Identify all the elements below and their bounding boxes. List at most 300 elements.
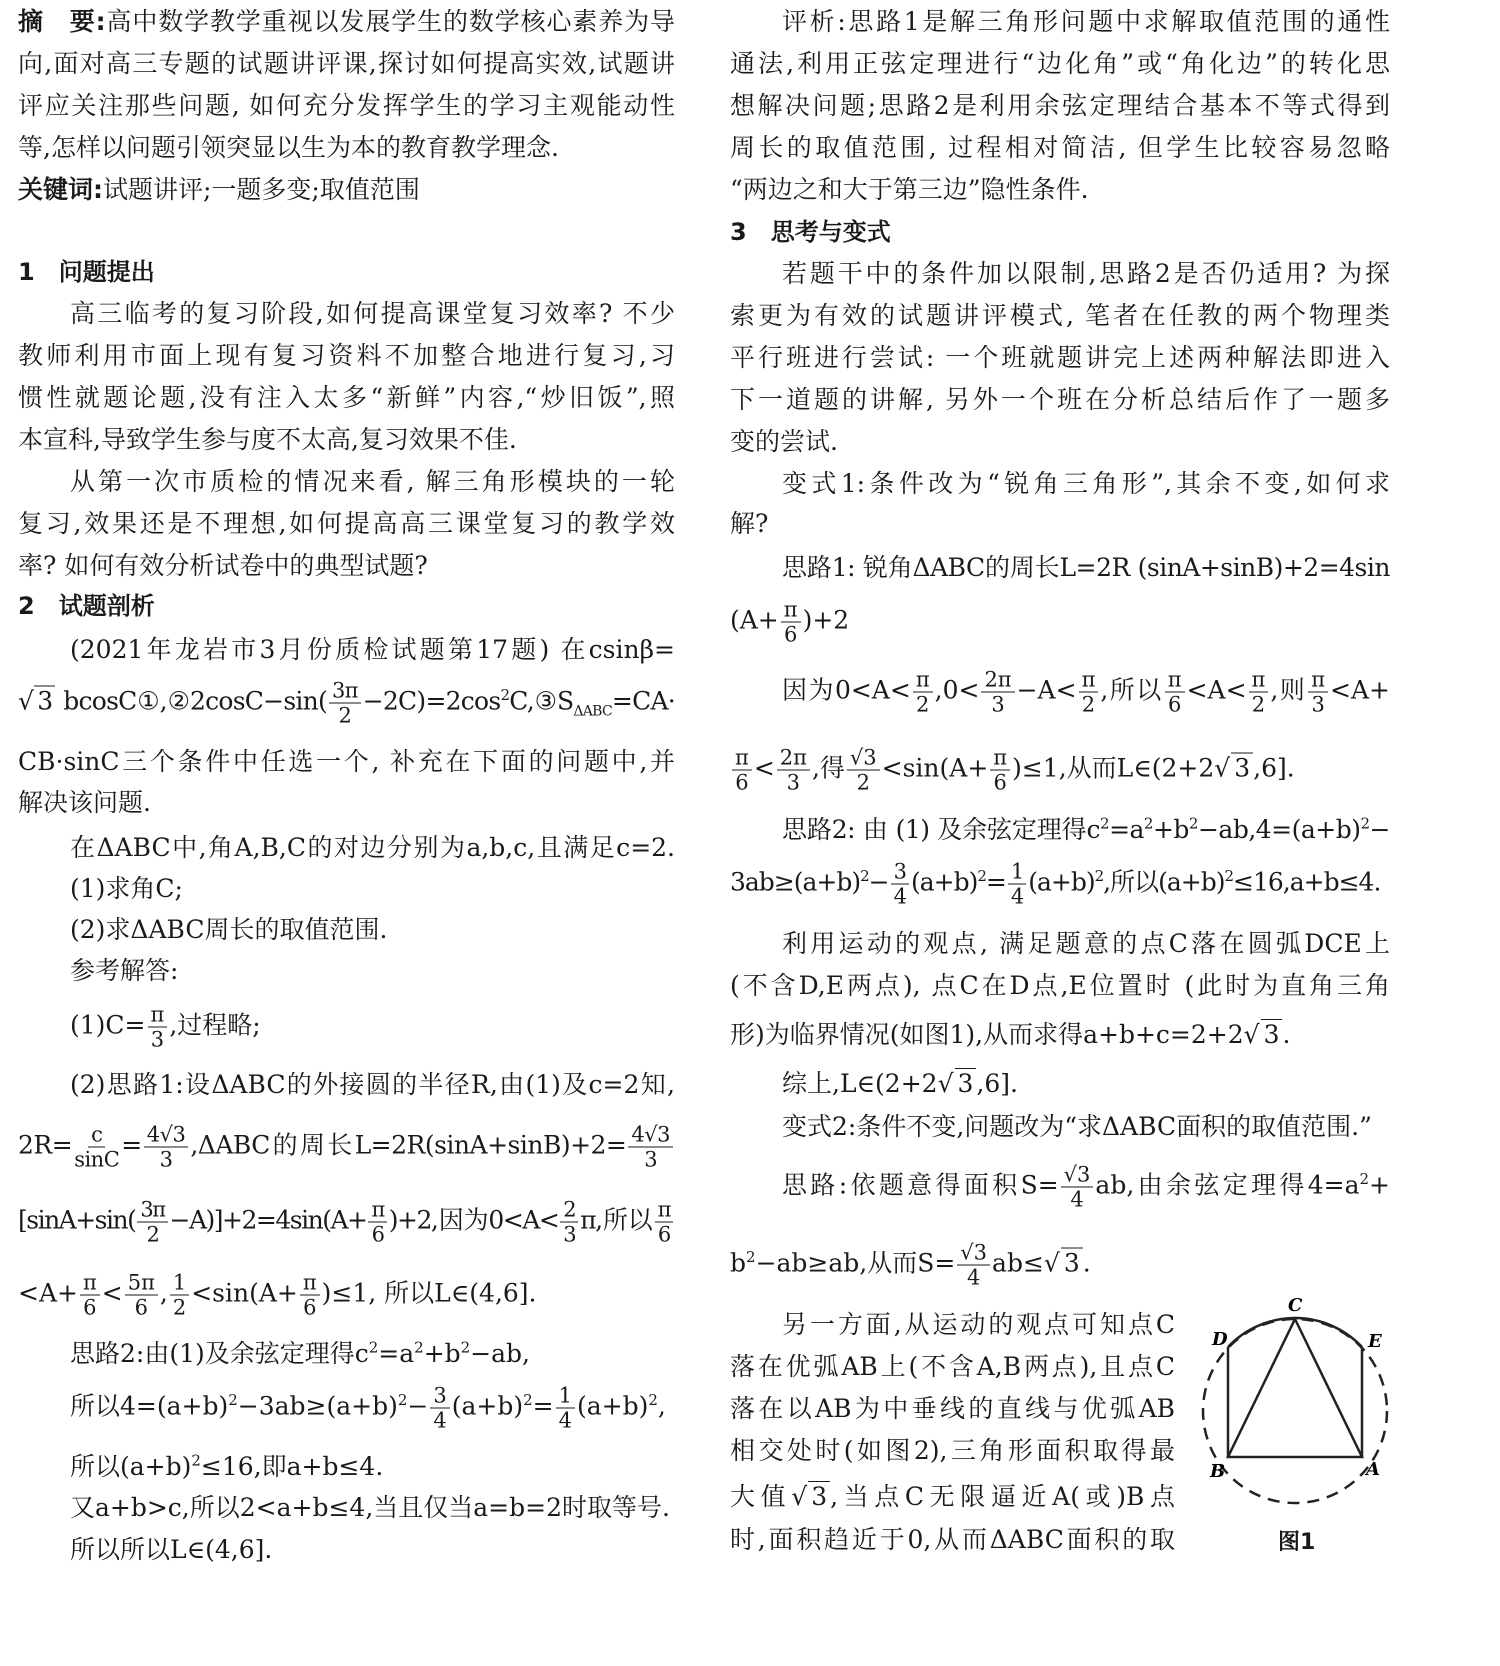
- radical-sign-icon: √: [937, 1069, 954, 1098]
- denominator: 4: [893, 884, 906, 909]
- text-run: −2C)=2cos: [362, 686, 501, 716]
- text-run: ≤16,即a+b≤4.: [200, 1452, 384, 1481]
- text-line: [782, 668, 1390, 717]
- text-run: ,: [159, 1278, 168, 1308]
- text-run: )≤1,从而L∈(2+2: [1012, 753, 1215, 783]
- radical-sign-icon: √: [18, 686, 34, 716]
- text-run: π,所以: [580, 1205, 653, 1235]
- superscript: 2: [368, 1338, 379, 1357]
- denominator: 3: [563, 1222, 576, 1247]
- fraction: [170, 1271, 189, 1320]
- denominator: 2: [338, 703, 352, 728]
- text-run: (A+: [730, 605, 779, 635]
- text-line: [70, 874, 675, 904]
- text-run: 综上,L∈(2+2: [782, 1069, 938, 1098]
- text-run: −ab≥ab,从而S=: [755, 1248, 956, 1278]
- point-label-a: A: [1366, 1459, 1380, 1480]
- text-line: [18, 7, 675, 37]
- text-run: <sin(A+: [881, 753, 989, 783]
- numerator: π: [1249, 668, 1269, 693]
- square-root: [938, 1069, 977, 1098]
- fraction: [891, 860, 909, 909]
- text-run: (1)求角C;: [70, 874, 183, 903]
- text-line: [18, 551, 675, 581]
- fraction: [1249, 668, 1269, 717]
- numerator: 1: [556, 1384, 575, 1409]
- text-line: [730, 1020, 1390, 1050]
- text-line: [730, 746, 1390, 795]
- text-run: ,: [657, 1391, 666, 1421]
- text-line: [730, 427, 1390, 457]
- text-line: [730, 175, 1390, 205]
- dashed-circle: [1203, 1319, 1387, 1503]
- text-run: 2 试题剖析: [18, 592, 155, 620]
- text-run: 思路2:由(1)及余弦定理得c: [70, 1339, 369, 1368]
- denominator: 3: [786, 770, 801, 795]
- text-run: C,③S: [509, 686, 574, 716]
- text-line: [70, 1384, 675, 1433]
- text-run: 教师利用市面上现有复习资料不加整合地进行复习,习: [18, 341, 675, 370]
- square-root: [1214, 754, 1253, 783]
- text-run: 等,怎样以问题引领突显以生为本的教育教学理念.: [18, 133, 559, 162]
- text-line: [730, 385, 1390, 415]
- superscript: 2: [414, 1338, 424, 1357]
- text-run: ab,由余弦定理得4=a: [1095, 1170, 1360, 1200]
- text-line: [730, 301, 1390, 331]
- text-line: [730, 1525, 1175, 1555]
- superscript: 2: [228, 1391, 238, 1410]
- text-run: 想解决问题;思路2是利用余弦定理结合基本不等式得到: [730, 91, 1390, 120]
- superscript: 2: [860, 867, 869, 886]
- superscript: 2: [1188, 814, 1198, 833]
- text-run: ,得: [811, 753, 845, 783]
- text-run: CB·sinC三个条件中任选一个, 补充在下面的问题中,并: [18, 747, 675, 776]
- fraction: [1079, 668, 1099, 717]
- denominator: 3: [644, 1147, 658, 1172]
- radicand: 3: [808, 1481, 830, 1511]
- text-run: 因为0<A<: [782, 675, 911, 705]
- text-line: [18, 341, 675, 371]
- square-root: [18, 687, 55, 716]
- denominator: 6: [83, 1295, 97, 1320]
- text-line: [782, 1310, 1175, 1340]
- text-run: 试题讲评;一题多变;取值范围: [103, 175, 420, 204]
- text-line: [782, 1163, 1390, 1212]
- text-line: [730, 598, 1390, 647]
- fraction: [430, 1384, 449, 1433]
- numerator: √3: [847, 746, 880, 771]
- label: 关键词:: [18, 175, 103, 204]
- text-line: [18, 175, 675, 205]
- denominator: 2: [1251, 692, 1266, 717]
- numerator: 4√3: [628, 1123, 673, 1148]
- text-run: 向,面对高三专题的试题讲评课,探讨如何提高实效,试题讲: [18, 49, 675, 78]
- text-run: 落在以AB为中垂线的直线与优弧AB: [730, 1394, 1175, 1423]
- text-run: 时,面积趋近于0,从而ΔABC面积的取: [730, 1525, 1175, 1554]
- section-heading: [18, 257, 675, 287]
- fraction: [137, 1198, 167, 1247]
- fraction: [1008, 860, 1026, 909]
- fraction: [1308, 668, 1328, 717]
- text-run: −ab,: [470, 1339, 531, 1368]
- text-run: (不含D,E两点), 点C在D点,E位置时 (此时为直角三角: [730, 971, 1390, 1000]
- radicand: 3: [955, 1068, 977, 1098]
- text-run: ,所以(a+b): [1103, 867, 1225, 897]
- text-line: [782, 469, 1390, 499]
- text-run: ≤16,a+b≤4.: [1233, 867, 1381, 897]
- numerator: π: [300, 1271, 320, 1296]
- text-run: 通法,利用正弦定理进行“边化角”或“角化边”的转化思: [730, 49, 1390, 78]
- point-label-d: D: [1212, 1329, 1228, 1350]
- text-line: [730, 1241, 1390, 1290]
- text-line: [782, 553, 1390, 583]
- text-run: 思路:依题意得面积S=: [782, 1170, 1059, 1200]
- text-run: 大值: [730, 1482, 792, 1511]
- superscript: 2: [1094, 867, 1104, 886]
- numerator: π: [990, 746, 1010, 771]
- square-root: [1244, 1020, 1283, 1049]
- text-line: [730, 91, 1390, 121]
- text-run: 3ab≥(a+b): [730, 867, 861, 897]
- fraction: [781, 598, 801, 647]
- text-line: [730, 1352, 1175, 1382]
- text-run: 3 思考与变式: [730, 218, 891, 246]
- text-line: [18, 425, 675, 455]
- text-line: [70, 467, 675, 497]
- superscript: 2: [460, 1338, 471, 1357]
- text-run: 高中数学教学重视以发展学生的数学核心素养为导: [105, 7, 675, 36]
- text-run: )+2,因为0<A<: [388, 1205, 559, 1235]
- text-run: −A<: [1016, 675, 1077, 705]
- fraction: [125, 1271, 158, 1320]
- numerator: 2: [560, 1198, 578, 1223]
- fraction: [144, 1123, 189, 1172]
- text-run: (1)C=: [70, 1010, 146, 1040]
- numerator: 1: [170, 1271, 189, 1296]
- fraction: [560, 1198, 578, 1247]
- text-line: [70, 299, 675, 329]
- text-line: [730, 509, 1390, 539]
- text-run: (2)思路1:设ΔABC的外接圆的半径R,由(1)及c=2知,: [70, 1070, 675, 1099]
- section-heading: [18, 591, 675, 621]
- text-run: =: [985, 867, 1006, 897]
- numerator: √3: [957, 1241, 990, 1266]
- text-run: <: [101, 1278, 123, 1308]
- text-run: 若题干中的条件加以限制,思路2是否仍适用? 为探: [782, 259, 1390, 288]
- text-run: 变的尝试.: [730, 427, 838, 456]
- superscript: 2: [648, 1391, 658, 1410]
- text-line: [730, 1394, 1175, 1424]
- denominator: 2: [916, 692, 930, 717]
- text-line: [18, 383, 675, 413]
- text-line: [70, 915, 675, 945]
- text-line: [18, 747, 675, 777]
- text-run: =CA·: [611, 686, 675, 716]
- denominator: 3: [159, 1147, 173, 1172]
- denominator: 3: [1311, 692, 1325, 717]
- superscript: 2: [1359, 1170, 1370, 1189]
- text-line: [18, 1123, 675, 1172]
- superscript: 2: [1360, 814, 1370, 833]
- text-line: [18, 509, 675, 539]
- radical-sign-icon: √: [1243, 1020, 1260, 1049]
- point-label-b: B: [1210, 1461, 1226, 1482]
- figure-caption: 图1: [1278, 1530, 1316, 1555]
- text-run: −ab,4=(a+b): [1197, 815, 1361, 844]
- text-run: 所以4=(a+b): [70, 1391, 229, 1421]
- fraction: [80, 1271, 100, 1320]
- numerator: 3π: [137, 1198, 167, 1223]
- text-run: 落在优弧AB上(不含A,B两点),且点C: [730, 1352, 1175, 1381]
- numerator: π: [148, 1003, 168, 1028]
- numerator: π: [1165, 668, 1185, 693]
- text-line: [782, 1112, 1390, 1142]
- numerator: 3: [891, 860, 909, 885]
- fraction: [74, 1123, 119, 1172]
- text-run: −: [868, 867, 889, 897]
- numerator: 2π: [777, 746, 810, 771]
- text-run: 参考解答:: [70, 956, 179, 985]
- text-run: −3ab≥(a+b): [237, 1391, 398, 1421]
- text-run: +b: [423, 1339, 461, 1368]
- text-line: [70, 635, 675, 665]
- fraction: [981, 668, 1014, 717]
- text-line: [70, 1339, 675, 1369]
- text-line: [782, 259, 1390, 289]
- text-run: 利用运动的观点, 满足题意的点C落在圆弧DCE上: [782, 929, 1390, 958]
- fraction: [655, 1198, 673, 1247]
- text-run: bcosC①,②2cosC−sin(: [55, 686, 328, 716]
- numerator: 3: [430, 1384, 449, 1409]
- denominator: 2: [172, 1295, 187, 1320]
- text-run: 变式2:条件不变,问题改为“求ΔABC面积的取值范围.”: [782, 1112, 1372, 1141]
- text-run: 另一方面,从运动的观点可知点C: [782, 1310, 1175, 1339]
- text-line: [782, 815, 1390, 845]
- text-run: .: [1082, 1248, 1091, 1278]
- text-line: [18, 49, 675, 79]
- fraction: [556, 1384, 575, 1433]
- text-line: [18, 1271, 675, 1320]
- text-line: [730, 343, 1390, 373]
- text-run: (2)求ΔABC周长的取值范围.: [70, 915, 388, 944]
- fraction: [148, 1003, 168, 1052]
- text-run: +b: [1152, 815, 1189, 844]
- text-run: 率? 如何有效分析试卷中的典型试题?: [18, 551, 428, 580]
- text-run: 思路2: 由 (1) 及余弦定理得c: [782, 815, 1101, 844]
- text-line: [70, 1535, 675, 1565]
- denominator: 2: [1081, 692, 1096, 717]
- text-line: [70, 956, 675, 986]
- numerator: π: [781, 598, 801, 623]
- text-run: −: [1369, 815, 1390, 844]
- superscript: 2: [397, 1391, 408, 1410]
- text-run: ,所以: [1100, 675, 1163, 705]
- text-line: [782, 929, 1390, 959]
- text-run: +: [1369, 1170, 1390, 1200]
- denominator: 4: [1070, 1187, 1084, 1212]
- numerator: π: [913, 668, 933, 693]
- text-line: [18, 679, 675, 728]
- superscript: 2: [1224, 867, 1234, 886]
- text-run: <A+: [18, 1278, 78, 1308]
- denominator: 3: [991, 692, 1005, 717]
- denominator: 4: [433, 1408, 447, 1433]
- point-label-c: C: [1288, 1295, 1303, 1316]
- text-run: <A<: [1186, 675, 1247, 705]
- text-run: 评应关注那些问题, 如何充分发挥学生的学习主观能动性: [18, 91, 675, 120]
- numerator: π: [80, 1271, 100, 1296]
- superscript: 2: [191, 1451, 201, 1470]
- superscript: 2: [1100, 814, 1110, 833]
- label: 摘 要:: [18, 7, 106, 36]
- denominator: 6: [371, 1222, 384, 1247]
- text-run: ,ΔABC的周长L=2R(sinA+sinB)+2=: [190, 1130, 627, 1160]
- text-run: 思路1: 锐角ΔABC的周长L=2R (sinA+sinB)+2=4sin: [782, 553, 1390, 582]
- text-run: =: [532, 1391, 554, 1421]
- denominator: 6: [993, 770, 1007, 795]
- text-run: <: [753, 753, 775, 783]
- fraction: [628, 1123, 673, 1172]
- text-line: [730, 1482, 1175, 1512]
- text-line: [730, 860, 1390, 909]
- text-run: “两边之和大于第三边”隐性条件.: [730, 175, 1089, 204]
- text-line: [730, 49, 1390, 79]
- denominator: sinC: [74, 1147, 120, 1172]
- text-run: ,则: [1270, 675, 1307, 705]
- radical-sign-icon: √: [791, 1482, 808, 1511]
- superscript: 2: [500, 686, 510, 705]
- numerator: 2π: [981, 668, 1014, 693]
- denominator: 3: [150, 1027, 165, 1052]
- text-run: 索更为有效的试题讲评模式, 笔者在任教的两个物理类: [730, 301, 1390, 330]
- text-run: 评析:思路1是解三角形问题中求解取值范围的通性: [782, 7, 1390, 36]
- numerator: π: [368, 1198, 386, 1223]
- text-run: ,当点C无限逼近A(或)B点: [830, 1482, 1175, 1511]
- numerator: π: [1079, 668, 1099, 693]
- fraction: [732, 746, 752, 795]
- denominator: 6: [783, 622, 798, 647]
- denominator: 2: [856, 770, 870, 795]
- text-run: ,过程略;: [169, 1010, 261, 1040]
- figure-1-circle-triangle: [1190, 1285, 1400, 1525]
- text-run: 惯性就题论题,没有注入太多“新鲜”内容,“炒旧饭”,照: [18, 383, 675, 412]
- text-run: (a+b): [1028, 867, 1095, 897]
- text-run: −A)]+2=4sin(A+: [169, 1205, 367, 1235]
- text-run: [sinA+sin(: [18, 1205, 136, 1235]
- fraction: [913, 668, 933, 717]
- section-heading: [730, 217, 1390, 247]
- fraction: [990, 746, 1010, 795]
- numerator: 3π: [329, 679, 361, 704]
- point-label-e: E: [1368, 1331, 1382, 1352]
- text-line: [782, 1069, 1390, 1099]
- text-run: =a: [1109, 815, 1144, 844]
- numerator: π: [1308, 668, 1328, 693]
- fraction: [1061, 1163, 1094, 1212]
- text-run: 复习,效果还是不理想,如何提高高三课堂复习的教学效: [18, 509, 675, 538]
- superscript: 2: [523, 1391, 533, 1410]
- text-run: 高三临考的复习阶段,如何提高课堂复习效率? 不少: [70, 299, 675, 328]
- text-run: 平行班进行尝试: 一个班就题讲完上述两种解法即进入: [730, 343, 1390, 372]
- text-run: 变式1:条件改为“锐角三角形”,其余不变,如何求: [782, 469, 1390, 498]
- text-run: ab≤: [992, 1248, 1044, 1278]
- text-line: [70, 1452, 675, 1482]
- radicand: 3: [1231, 753, 1253, 783]
- superscript: 2: [1143, 814, 1153, 833]
- text-run: 周长的取值范围, 过程相对简洁, 但学生比较容易忽略: [730, 133, 1390, 162]
- text-run: (2021年龙岩市3月份质检试题第17题) 在csinβ=: [70, 635, 675, 664]
- text-run: −: [407, 1391, 429, 1421]
- text-run: (a+b): [911, 867, 978, 897]
- denominator: 4: [558, 1408, 572, 1433]
- numerator: √3: [1061, 1163, 1094, 1188]
- numerator: 5π: [125, 1271, 158, 1296]
- denominator: 6: [1167, 692, 1182, 717]
- radical-sign-icon: √: [1043, 1248, 1060, 1278]
- fraction: [957, 1241, 990, 1290]
- numerator: π: [655, 1198, 673, 1223]
- text-line: [70, 1003, 675, 1052]
- text-line: [18, 133, 675, 163]
- text-run: 解?: [730, 509, 769, 538]
- numerator: 4√3: [144, 1123, 189, 1148]
- superscript: 2: [746, 1248, 756, 1267]
- denominator: 4: [1010, 884, 1024, 909]
- numerator: π: [732, 746, 752, 771]
- text-run: =a: [378, 1339, 415, 1368]
- text-line: [730, 133, 1390, 163]
- text-run: 相交处时(如图2),三角形面积取得最: [730, 1436, 1175, 1465]
- denominator: 2: [146, 1222, 159, 1247]
- text-line: [18, 1198, 675, 1247]
- radicand: 3: [34, 686, 55, 716]
- text-run: (a+b): [451, 1391, 524, 1421]
- text-run: 本宣科,导致学生参与度不太高,复习效果不佳.: [18, 425, 517, 454]
- denominator: 6: [134, 1295, 148, 1320]
- text-run: 形)为临界情况(如图1),从而求得a+b+c=2+2: [730, 1020, 1244, 1049]
- text-run: <A+: [1330, 675, 1390, 705]
- text-run: )≤1, 所以L∈(4,6].: [321, 1278, 537, 1308]
- text-run: 解决该问题.: [18, 788, 151, 817]
- text-run: ,6].: [976, 1069, 1018, 1098]
- text-line: [730, 1436, 1175, 1466]
- text-line: [730, 971, 1390, 1001]
- text-run: b: [730, 1248, 747, 1278]
- text-line: [70, 1070, 675, 1100]
- text-run: ,6].: [1253, 753, 1295, 783]
- text-run: 从第一次市质检的情况来看, 解三角形模块的一轮: [70, 467, 675, 496]
- text-run: <sin(A+: [191, 1278, 298, 1308]
- triangle-abc: [1228, 1319, 1362, 1457]
- text-run: .: [1282, 1020, 1291, 1049]
- text-run: (a+b): [576, 1391, 649, 1421]
- radicand: 3: [1061, 1248, 1083, 1278]
- radicand: 3: [1261, 1019, 1283, 1049]
- text-run: 下一道题的讲解, 另外一个班在分析总结后作了一题多: [730, 385, 1390, 414]
- subscript: ΔABC: [573, 703, 612, 720]
- text-run: =: [121, 1130, 142, 1160]
- superscript: 2: [977, 867, 986, 886]
- fraction: [368, 1198, 386, 1247]
- fraction: [329, 679, 361, 728]
- text-line: [70, 833, 675, 863]
- text-run: 在ΔABC中,角A,B,C的对边分别为a,b,c,且满足c=2.: [70, 833, 675, 862]
- text-run: 2R=: [18, 1130, 73, 1160]
- denominator: 4: [966, 1265, 981, 1290]
- denominator: 6: [303, 1295, 317, 1320]
- fraction: [300, 1271, 320, 1320]
- text-line: [18, 91, 675, 121]
